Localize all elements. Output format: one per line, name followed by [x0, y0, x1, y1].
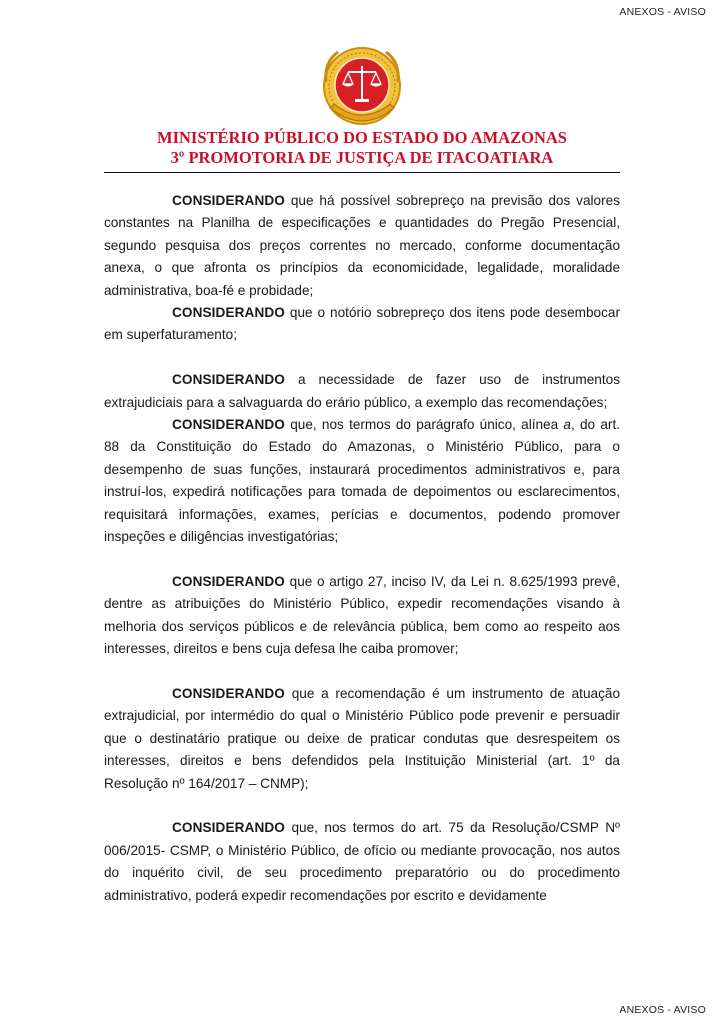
paragraph [104, 571, 620, 661]
paragraph-text: que, nos termos do parágrafo único, alínea [284, 417, 564, 433]
paragraph-text: , do art. 88 da Constituição do Estado do Amazonas, o Ministério Público, para o desempenho de suas funções, instaurará procedimentos administrativos e, para instruí-los, expedirá notificações para tomada de depoimentos ou esclarecimentos, requisitará informações, exames, perícias e documentos, podendo promover inspeções e diligências investigatórias; [104, 417, 620, 545]
footer-label: ANEXOS - AVISO [619, 1004, 706, 1016]
paragraph [104, 369, 620, 414]
paragraph-lead: CONSIDERANDO [172, 305, 285, 321]
institution-name: MINISTÉRIO PÚBLICO DO ESTADO DO AMAZONAS [157, 128, 567, 147]
paragraph-italic: a [563, 417, 571, 433]
paragraph [104, 302, 620, 347]
paragraph-text: que, nos termos do art. 75 da Resolução/CSMP Nº 006/2015- CSMP, o Ministério Público, de ofício ou mediante provocação, nos autos do inquérito civil, de seu procedimento preparatório ou do procedimento administrativo, poderá expedir recomendações por escrito e devidamente [104, 820, 620, 903]
institution-heading [104, 128, 620, 168]
header-label: ANEXOS - AVISO [619, 6, 706, 18]
paragraph-text: a necessidade de fazer uso de instrumentos extrajudiciais para a salvaguarda do erário público, a exemplo das recomendações; [104, 372, 620, 410]
paragraph [104, 414, 620, 548]
paragraph-text: que há possível sobrepreço na previsão dos valores constantes na Planilha de especificações e quantidades do Pregão Presencial, segundo pesquisa dos preços correntes no mercado, conforme documentação anexa, o que afronta os princípios da economicidade, legalidade, moralidade administrativa, boa-fé e probidade; [104, 193, 620, 298]
paragraph-lead: CONSIDERANDO [172, 573, 285, 589]
paragraph-lead: CONSIDERANDO [172, 685, 285, 701]
paragraph-lead: CONSIDERANDO [172, 417, 285, 433]
paragraph-lead: CONSIDERANDO [172, 193, 285, 208]
scales-of-justice-emblem-icon [316, 42, 408, 134]
heading-divider [104, 172, 620, 173]
paragraph [104, 817, 620, 907]
paragraph-lead: CONSIDERANDO [172, 820, 285, 836]
department-name: 3º PROMOTORIA DE JUSTIÇA DE ITACOATIARA [170, 148, 554, 167]
document-body [104, 190, 620, 907]
paragraph-text: que o artigo 27, inciso IV, da Lei n. 8.625/1993 prevê, dentre as atribuições do Ministério Público, expedir recomendações visando à melhoria dos serviços públicos e de relevância pública, bem como ao respeito aos interesses, direitos e bens cuja defesa lhe caiba promover; [104, 573, 620, 657]
paragraph [104, 190, 620, 302]
paragraph-lead: CONSIDERANDO [172, 372, 285, 388]
paragraph-text: que o notório sobrepreço dos itens pode desembocar em superfaturamento; [104, 305, 620, 343]
paragraph [104, 683, 620, 795]
paragraph-text: que a recomendação é um instrumento de atuação extrajudicial, por intermédio do qual o Ministério Público pode prevenir e persuadir que o destinatário pratique ou deixe de praticar condutas que desrespeitem os interesses, direitos e bens defendidos pela Instituição Ministerial (art. 1º da Resolução nº 164/2017 – CNMP); [104, 685, 620, 791]
